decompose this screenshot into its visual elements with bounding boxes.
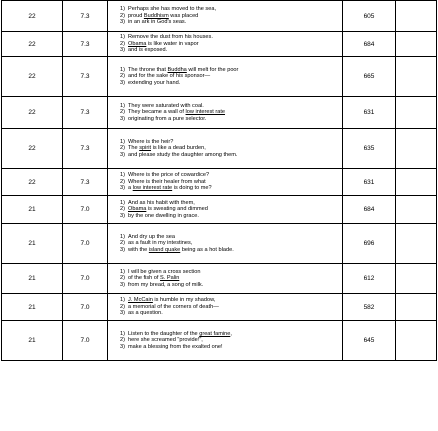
poem-table [1,0,437,361]
line-text-part: is humble in my shadow, [152,297,216,304]
table-row [2,169,437,196]
line-number: 3) [120,79,125,86]
line-number: 3) [120,343,125,350]
line-number: 1) [120,6,125,13]
poem-line [108,80,342,86]
poem-line [108,47,342,53]
poem-line [108,152,342,158]
table-row [2,264,437,294]
line-number: 2) [120,240,125,247]
col-a-cell: 21 [2,264,63,294]
col-a-cell: 22 [2,57,63,97]
line-number: 1) [120,199,125,206]
underlined-term: Buddhism [143,12,169,19]
empty-cell [396,264,437,294]
score-cell: 645 [343,321,396,361]
line-text-part: here she screamed "provide!", [128,337,203,344]
underlined-term: island quake [148,246,181,253]
poem-cell [108,196,343,224]
table-row [2,57,437,97]
poem-cell [108,321,343,361]
empty-cell [396,57,437,97]
poem-cell [108,97,343,129]
poem-line [108,185,342,191]
line-text-part: Listen to the daughter of the [128,330,200,337]
empty-cell [396,224,437,264]
line-number: 2) [120,109,125,116]
empty-cell [396,169,437,196]
line-text-part: a [128,185,133,192]
line-text [128,47,342,53]
score-cell: 631 [343,97,396,129]
line-text-part: Where is their healer from what [128,178,206,185]
score-cell: 631 [343,169,396,196]
line-number: 3) [120,212,125,219]
line-text [128,282,342,288]
line-number: 2) [120,275,125,282]
score-cell: 612 [343,264,396,294]
line-text-part: They became a wall of [128,109,186,116]
line-number: 2) [120,73,125,80]
underlined-term: Buddha [167,66,187,73]
line-number: 2) [120,12,125,19]
table-row [2,129,437,169]
line-number: 1) [120,297,125,304]
score-cell: 665 [343,57,396,97]
line-text-part: originating from a pure selector. [128,115,207,122]
score-cell: 684 [343,32,396,57]
line-text-part: as a question. [128,310,163,317]
line-number: 3) [120,151,125,158]
poem-cell [108,294,343,321]
score-cell: 635 [343,129,396,169]
line-text-part: The [128,145,140,152]
table-row [2,321,437,361]
line-text-part: will melt for the poor [186,66,239,73]
line-text-part: They were saturated with coal. [128,102,204,109]
poem-line [108,247,342,253]
line-text-part: in an ark in God's seas. [128,19,187,26]
empty-cell [396,321,437,361]
underlined-term: spirit [139,145,152,152]
poem-line [108,213,342,219]
col-a-cell: 22 [2,169,63,196]
line-text-part: is doing to me? [172,185,212,192]
line-number: 2) [120,40,125,47]
line-number: 3) [120,246,125,253]
line-text [128,310,342,316]
line-text-part: is like water in vapor [146,40,199,47]
underlined-term: low interest rate [132,185,173,192]
line-text-part: and for the sake of his sponsor— [128,73,211,80]
line-text-part: a memorial of the corners of death— [128,303,219,310]
line-text [128,80,342,86]
line-text-part: The throne that [128,66,168,73]
underlined-term: S. Palin [160,275,180,282]
table-row [2,294,437,321]
col-b-cell: 7.3 [63,32,108,57]
line-text [128,116,342,122]
line-text-part: is sweating and dimmed [146,206,208,213]
line-number: 2) [120,145,125,152]
poem-cell [108,224,343,264]
underlined-term: low interest rate [185,109,226,116]
line-text [128,213,342,219]
poem-line [108,282,342,288]
col-b-cell: 7.3 [63,129,108,169]
underlined-term: J. McCain [128,297,153,304]
table-row [2,196,437,224]
line-number: 3) [120,115,125,122]
table-row [2,32,437,57]
poem-cell [108,57,343,97]
line-text-part: I will be given a cross section [128,268,201,275]
line-number: 3) [120,185,125,192]
line-text-part: is like a dead burden, [151,145,206,152]
underlined-term: great famine [199,330,231,337]
col-a-cell: 22 [2,97,63,129]
line-text-part: Where is the price of cowardice? [128,172,210,179]
score-cell: 582 [343,294,396,321]
line-number: 1) [120,34,125,41]
table-row [2,224,437,264]
line-text-part: from my bread, a song of milk. [128,281,204,288]
line-text [128,185,342,191]
col-b-cell: 7.0 [63,264,108,294]
line-text-part: as a fault in my intestines, [128,240,193,247]
col-a-cell: 21 [2,196,63,224]
line-text [128,152,342,158]
line-number: 3) [120,310,125,317]
col-a-cell: 21 [2,224,63,264]
poem-cell [108,264,343,294]
poem-line [108,19,342,25]
line-number: 2) [120,178,125,185]
line-text-part: make a blessing from the exalted one! [128,343,223,350]
col-b-cell: 7.0 [63,321,108,361]
col-a-cell: 21 [2,294,63,321]
line-text-part: , [230,330,232,337]
col-a-cell: 22 [2,129,63,169]
col-b-cell: 7.3 [63,97,108,129]
line-text-part: was placed [168,12,199,19]
poem-cell [108,169,343,196]
poem-cell [108,1,343,32]
underlined-term: Obama [128,206,147,213]
line-text-part: Where is the heir? [128,138,174,145]
line-number: 2) [120,206,125,213]
line-text-part: and is exposed. [128,47,168,54]
poem-cell [108,32,343,57]
col-a-cell: 22 [2,1,63,32]
underlined-term: Obama [128,40,147,47]
score-cell: 696 [343,224,396,264]
line-number: 3) [120,19,125,26]
line-text-part: Perhaps she has moved to the sea, [128,6,217,13]
empty-cell [396,1,437,32]
poem-cell [108,129,343,169]
line-text-part: being as a hot blade. [180,246,234,253]
line-number: 1) [120,233,125,240]
score-cell: 605 [343,1,396,32]
line-text-part: extending your hand. [128,79,181,86]
line-number: 1) [120,268,125,275]
line-number: 2) [120,303,125,310]
line-text-part: proud [128,12,144,19]
empty-cell [396,97,437,129]
col-b-cell: 7.0 [63,196,108,224]
line-text-part: And as his habit with them, [128,199,195,206]
col-b-cell: 7.0 [63,224,108,264]
col-b-cell: 7.3 [63,1,108,32]
poem-line [108,116,342,122]
empty-cell [396,294,437,321]
line-number: 1) [120,172,125,179]
poem-line [108,310,342,316]
empty-cell [396,129,437,169]
line-text-part: of the fish of [128,275,161,282]
line-number: 1) [120,102,125,109]
line-text [128,344,342,350]
col-a-cell: 21 [2,321,63,361]
col-b-cell: 7.3 [63,169,108,196]
empty-cell [396,196,437,224]
line-number: 3) [120,281,125,288]
line-text [128,19,342,25]
poem-line [108,344,342,350]
line-number: 1) [120,138,125,145]
score-cell: 684 [343,196,396,224]
line-number: 1) [120,66,125,73]
table-row [2,97,437,129]
line-number: 2) [120,337,125,344]
line-text-part: Remove the dust from his houses. [128,34,213,41]
table-row [2,1,437,32]
line-number: 1) [120,330,125,337]
line-text-part: And dry up the sea [128,233,175,240]
line-text [128,247,342,253]
col-b-cell: 7.0 [63,294,108,321]
empty-cell [396,32,437,57]
line-number: 3) [120,47,125,54]
col-a-cell: 22 [2,32,63,57]
line-text-part: by the one dwelling in grace. [128,212,199,219]
line-text-part: and please study the daughter among them. [128,151,238,158]
col-b-cell: 7.3 [63,57,108,97]
line-text-part: with the [128,246,149,253]
